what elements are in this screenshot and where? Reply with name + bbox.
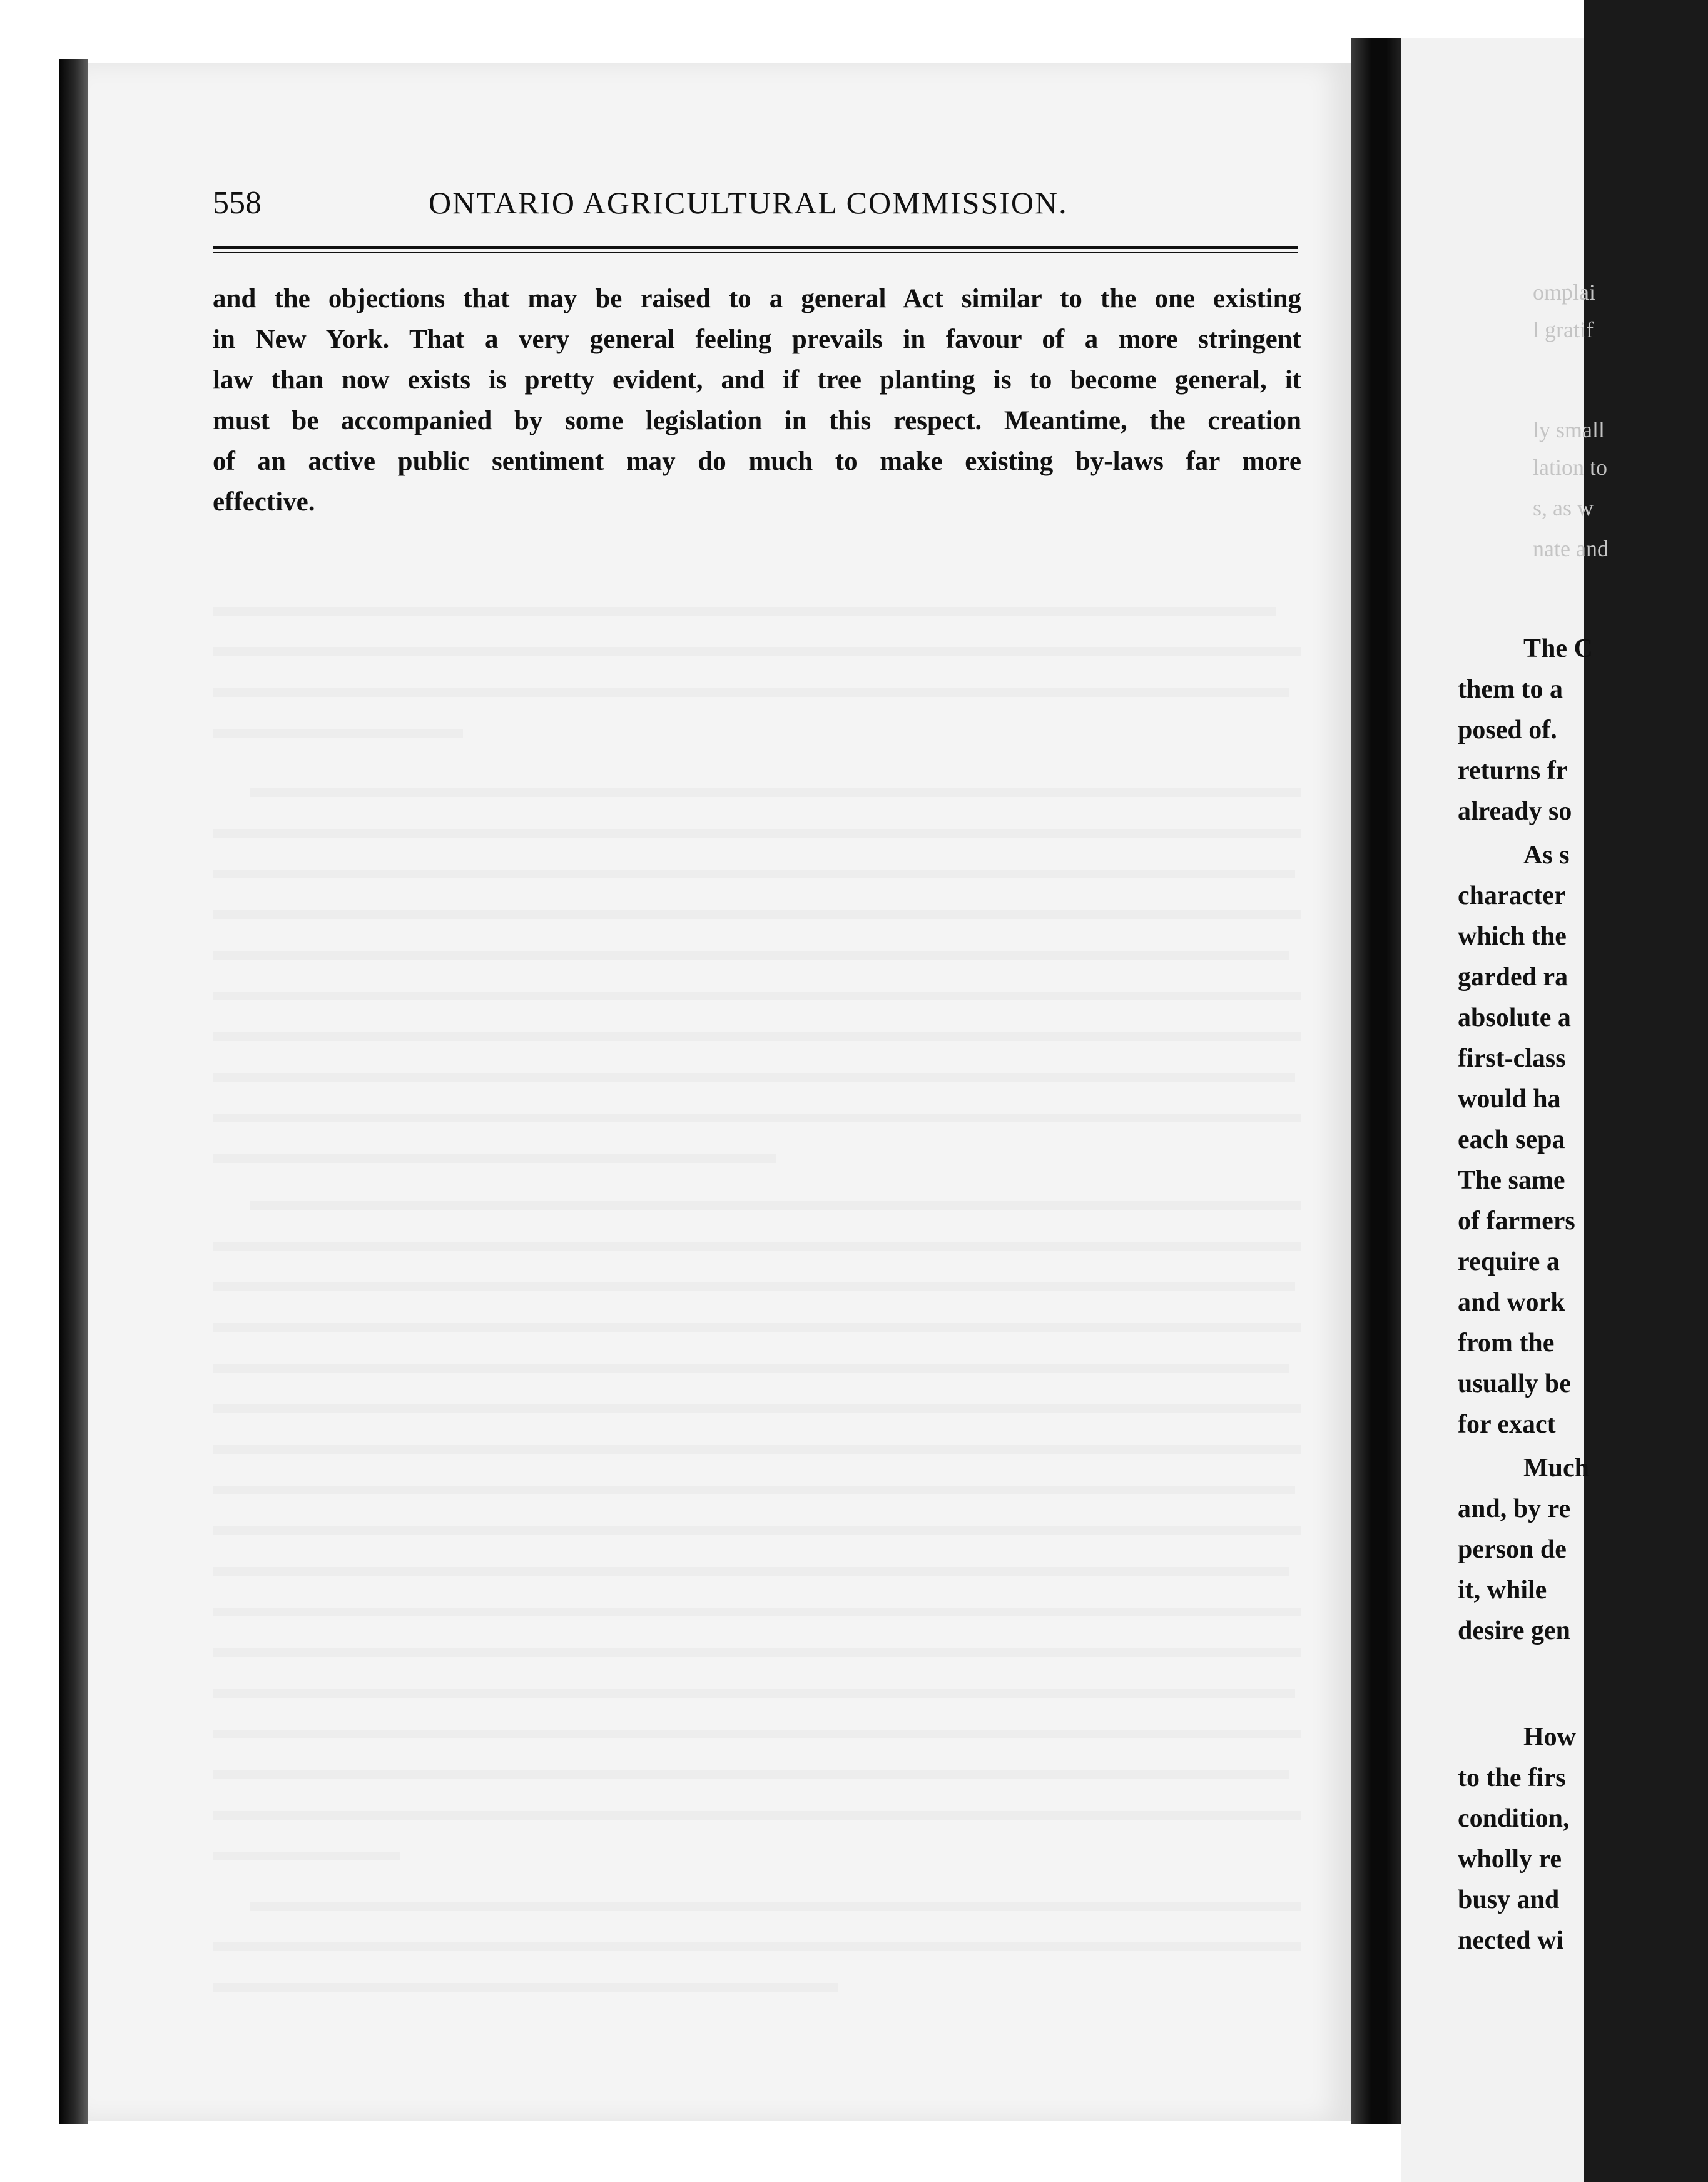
left-edge-shadow	[59, 59, 88, 2124]
body-line: of an active public sentiment may do much to make existing by-laws far more	[213, 447, 1301, 476]
header-rule-thick	[213, 246, 1298, 249]
facing-page-line: absolute a	[1458, 1003, 1571, 1032]
facing-page-line: Much	[1523, 1454, 1589, 1483]
running-title: ONTARIO AGRICULTURAL COMMISSION.	[429, 185, 1068, 220]
facing-page-line: The same	[1458, 1166, 1565, 1195]
facing-page-line: returns fr	[1458, 756, 1568, 785]
facing-page-line: would ha	[1458, 1085, 1561, 1114]
body-line: must be accompanied by some legislation in this respect. Meantime, the creation	[213, 406, 1301, 435]
facing-page-line: omplai	[1533, 280, 1595, 305]
facing-page-line: How	[1523, 1723, 1576, 1752]
facing-page-line: require a	[1458, 1247, 1560, 1276]
facing-page-line: s, as w	[1533, 495, 1594, 520]
facing-page-line: already so	[1458, 797, 1572, 826]
facing-page-line: wholly re	[1458, 1845, 1562, 1874]
facing-page-line: from the	[1458, 1329, 1555, 1357]
facing-page-line: and, by re	[1458, 1494, 1571, 1523]
body-line: law than now exists is pretty evident, and if tree planting is to become general, it	[213, 365, 1301, 395]
facing-page-line: first-class	[1458, 1044, 1566, 1073]
top-margin-strip	[0, 0, 1584, 66]
facing-page-line: The C	[1523, 634, 1593, 663]
facing-page-line: nected wi	[1458, 1926, 1564, 1955]
facing-page-line: to the firs	[1458, 1763, 1566, 1792]
header-rule-thin	[213, 252, 1298, 253]
facing-page-line: of farmers	[1458, 1207, 1575, 1236]
facing-page-line: each sepa	[1458, 1125, 1565, 1154]
body-line: in New York. That a very general feeling prevails in favour of a more stringent	[213, 325, 1301, 354]
facing-page-line: ly small	[1533, 417, 1605, 442]
facing-page-line: garded ra	[1458, 963, 1568, 992]
facing-page-line: character	[1458, 881, 1566, 910]
body-line: effective.	[213, 487, 315, 517]
facing-page-line: lation to	[1533, 455, 1607, 480]
right-page	[1401, 38, 1609, 2182]
facing-page-line: for exact	[1458, 1410, 1556, 1439]
facing-page-line: usually be	[1458, 1369, 1571, 1398]
facing-page-line: them to a	[1458, 675, 1563, 704]
page-number: 558	[213, 185, 262, 221]
page-header	[213, 185, 1298, 228]
body-paragraph	[213, 278, 1301, 522]
facing-page-line: and work	[1458, 1288, 1565, 1317]
facing-page-line: As s	[1523, 841, 1570, 870]
facing-page-line: which the	[1458, 922, 1567, 951]
facing-page-line: it, while	[1458, 1576, 1547, 1605]
bottom-margin-strip	[0, 2124, 1401, 2182]
bleed-through-texture	[213, 601, 1314, 2083]
facing-page-line: desire gen	[1458, 1616, 1571, 1645]
facing-page-line: busy and	[1458, 1885, 1560, 1914]
book-gutter	[1351, 38, 1401, 2152]
facing-page-line: person de	[1458, 1535, 1567, 1564]
body-line: and the objections that may be raised to a general Act similar to the one existing	[213, 284, 1301, 313]
facing-page-line: nate and	[1533, 536, 1609, 561]
facing-page-line: posed of.	[1458, 716, 1557, 744]
facing-page-line: l gratif	[1533, 317, 1594, 342]
facing-page-line: condition,	[1458, 1804, 1570, 1833]
bleed-through-lines	[213, 601, 1314, 2071]
